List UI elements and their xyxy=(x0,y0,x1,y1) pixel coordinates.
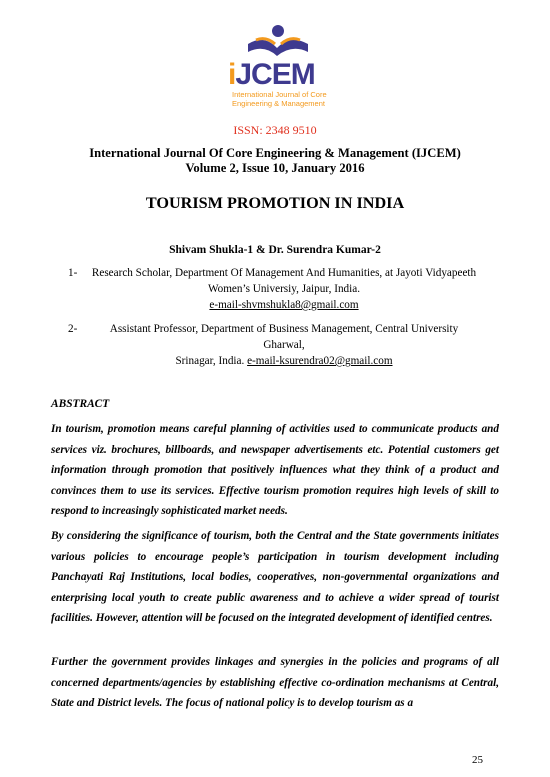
paper-authors: Shivam Shukla-1 & Dr. Surendra Kumar-2 xyxy=(169,244,381,256)
issn: ISSN: 2348 9510 xyxy=(233,123,317,137)
email-link[interactable]: e-mail-ksurendra02@gmail.com xyxy=(247,355,393,367)
affiliation-number: 2- xyxy=(68,323,78,335)
abstract-paragraph: By considering the significance of tourism, both the Central and the State governments initiates various policies to encourage people’s participation in tourism development including Panchayati Raj Institutions, local bodies, cooperatives, non-governmental organizations and enterprising local youth to create public awareness and to achieve a wider spread of tourist facilities. However, attention will be focused on the integrated development of identified centres. xyxy=(51,530,499,625)
abstract-paragraph: In tourism, promotion means careful planning of activities used to communicate products and services viz. brochures, billboards, and newspaper advertisements etc. Potential customers get information through promotion that positively influences what they think of a product and convinces them to use its services. Effective tourism promotion requires high levels of skill to respond to increasingly sophisticated market needs. xyxy=(51,423,499,518)
affiliation-2: 2- Assistant Professor, Department of Business Management, Central University Gharwal, Srinagar, India. e-mail-ksurendra02@gmail.com xyxy=(68,323,459,367)
abstract-paragraph: Further the government provides linkages and synergies in the policies and programs of all concerned departments/agencies by establishing effective co-ordination mechanisms at Central, State and District levels. The focus of national policy is to develop tourism as a xyxy=(51,656,499,710)
abstract-heading: ABSTRACT xyxy=(51,398,110,410)
paper-title: TOURISM PROMOTION IN INDIA xyxy=(145,194,405,212)
journal-volume: Volume 2, Issue 10, January 2016 xyxy=(185,161,365,175)
affiliation-number: 1- xyxy=(68,267,78,279)
affiliation-1: 1- Research Scholar, Department Of Management And Humanities, at Jayoti Vidyapeeth Women’s Universiy, Jaipur, India. e-mail-shvmshukla8@gmail.com xyxy=(68,267,477,311)
logo-wordmark: iJCEM xyxy=(228,58,315,91)
email-link[interactable]: e-mail-shvmshukla8@gmail.com xyxy=(209,299,359,311)
journal-header xyxy=(0,146,550,176)
logo-subtitle-1: International Journal of Core xyxy=(232,90,327,99)
page-number: 25 xyxy=(472,754,483,766)
journal-name: International Journal Of Core Engineering & Management (IJCEM) xyxy=(89,146,461,160)
book-figure-icon xyxy=(226,22,330,62)
ijcem-logo xyxy=(226,22,330,108)
logo-subtitle-2: Engineering & Management xyxy=(232,99,325,108)
